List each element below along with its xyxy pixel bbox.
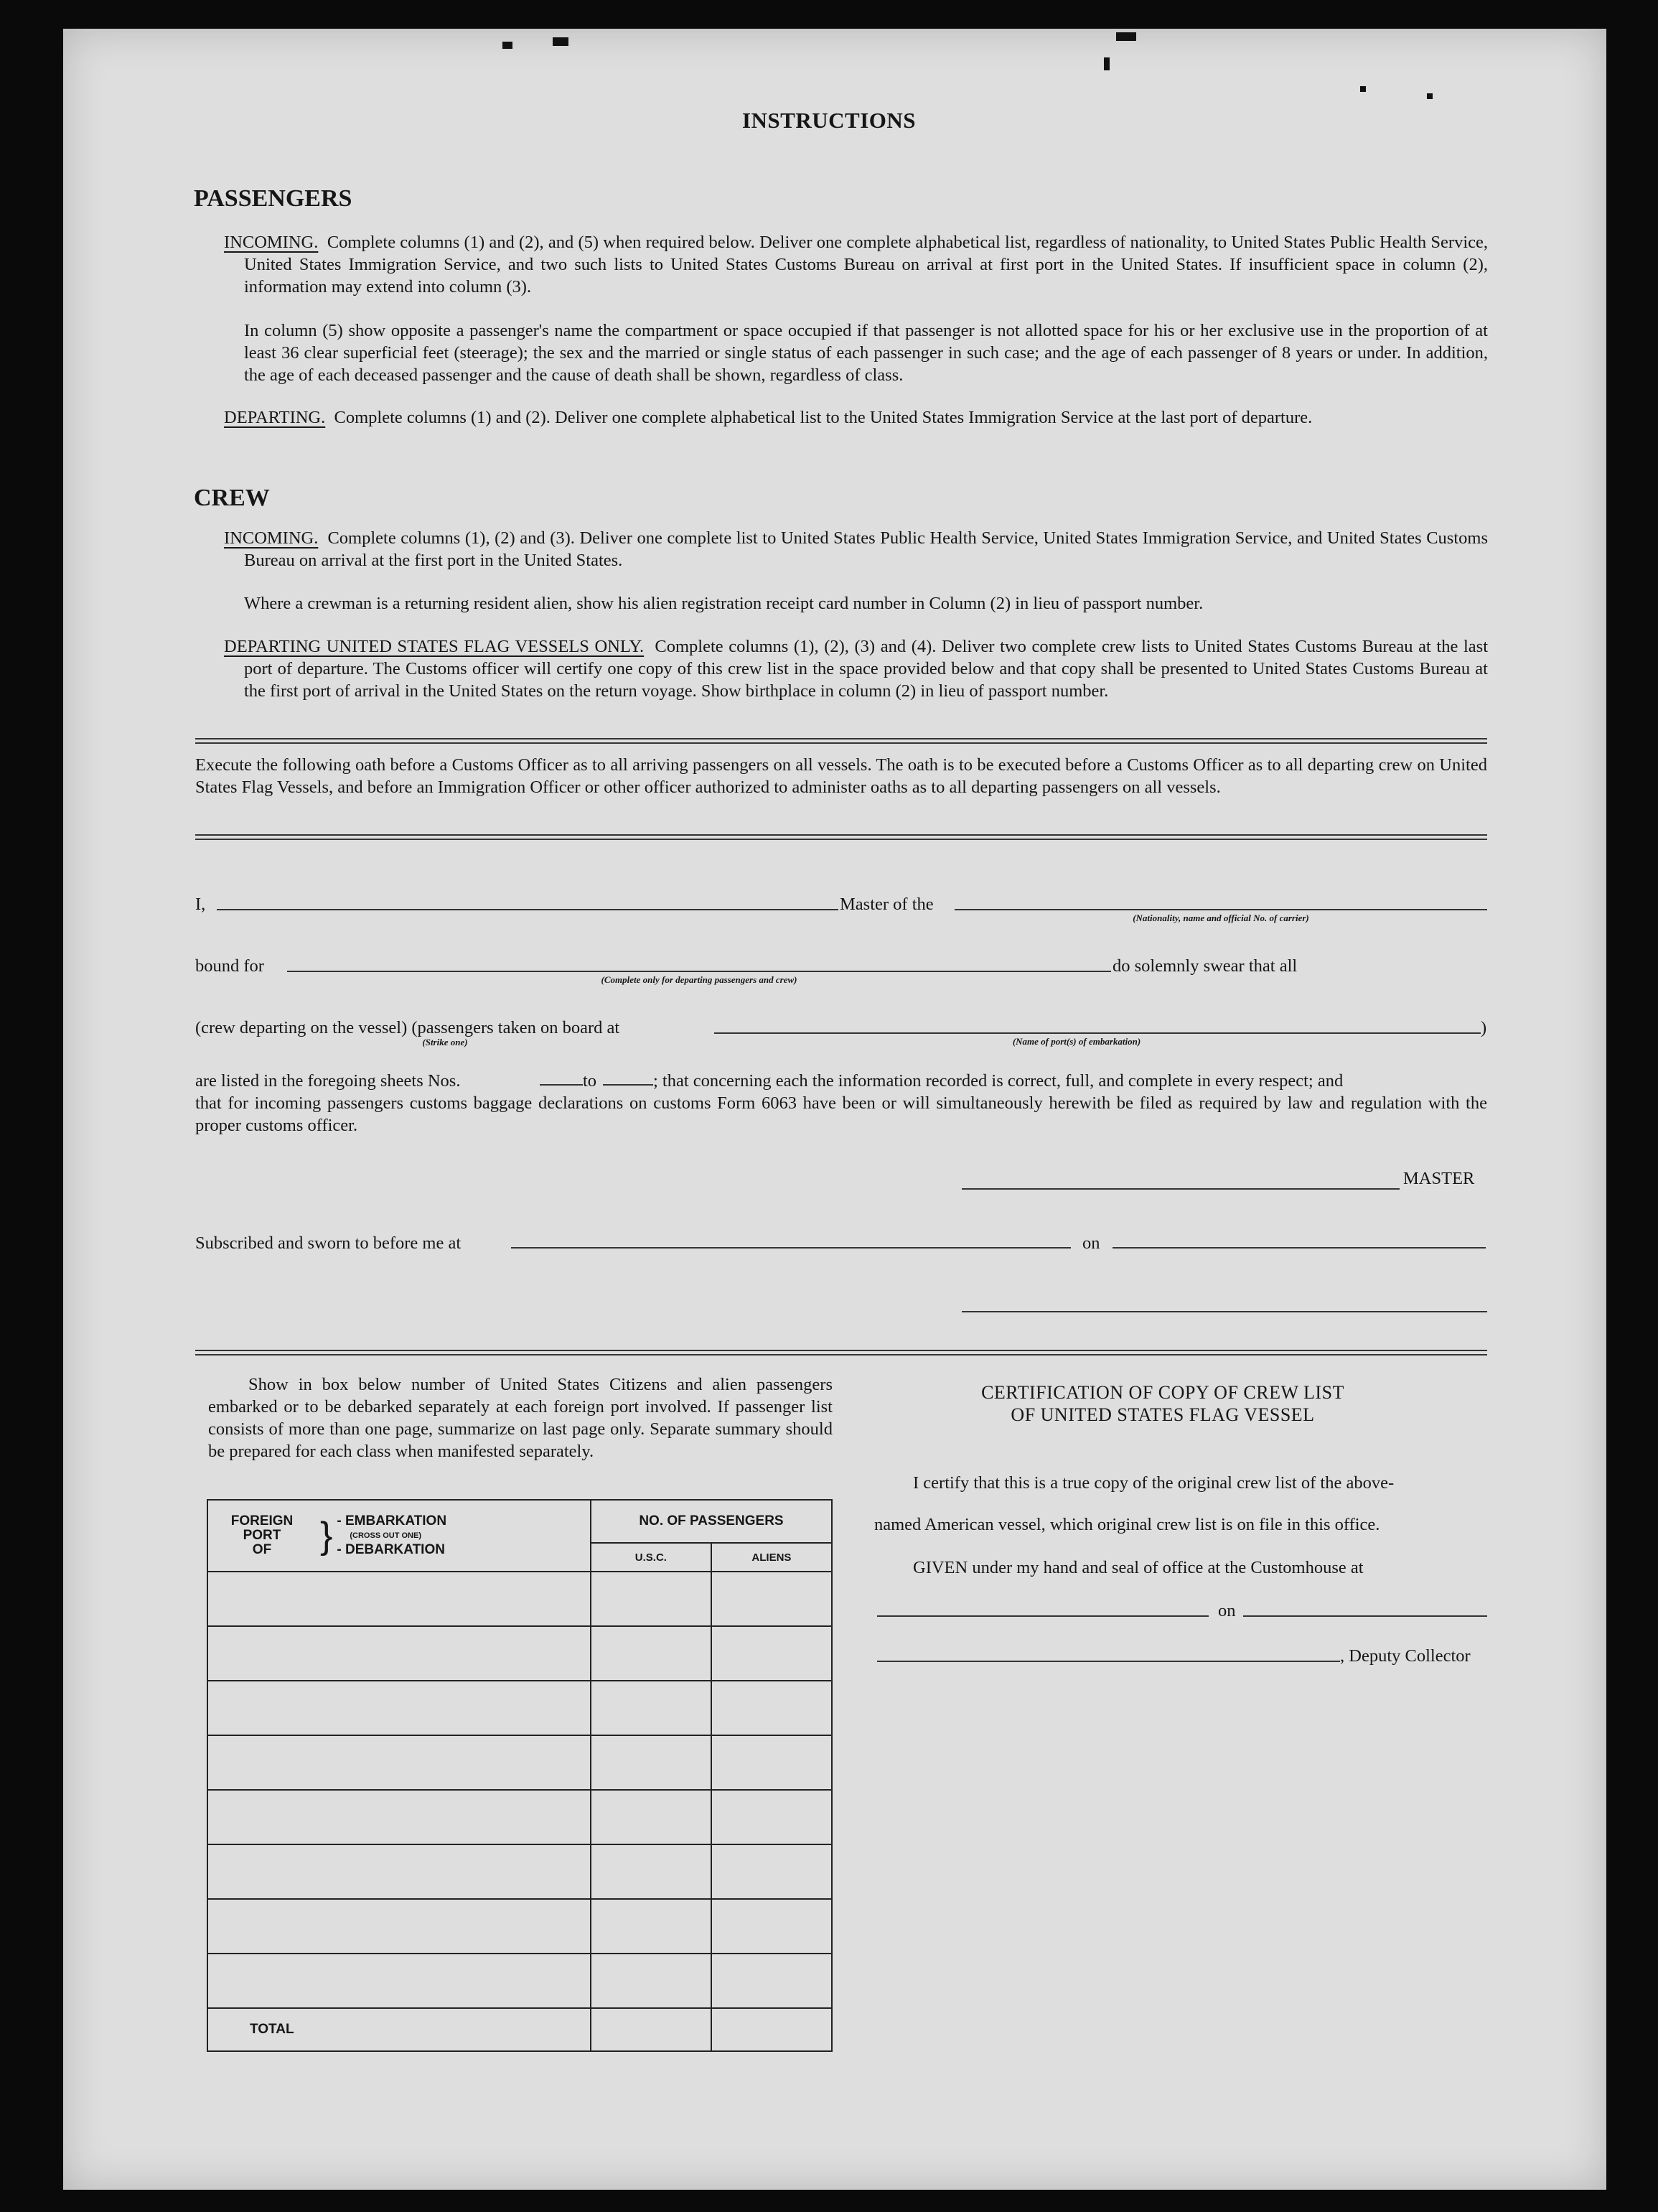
passengers-incoming-text: Complete columns (1) and (2), and (5) when required below. Deliver one complete alphabetical list, regardless of nationality, to United States Public Health Service, United States Immigration Service, and two such lists to United States Customs Bureau on arrival at first port in the United States. If insufficient space in column (2), information may extend into column (3). — [244, 233, 1489, 297]
cross-out-hint: (CROSS OUT ONE) — [350, 1531, 421, 1540]
close-paren: ) — [1481, 1018, 1487, 1037]
listed-correct-text: ; that concerning each the information recorded is correct, full, and complete in every respect; and — [653, 1071, 1344, 1091]
scan-mark — [553, 37, 568, 46]
usc-header: U.S.C. — [591, 1543, 711, 1572]
scan-mark — [1104, 57, 1110, 70]
strike-one-hint: (Strike one) — [422, 1037, 468, 1047]
master-signature-field[interactable] — [962, 1188, 1400, 1190]
listed-sheets-label: are listed in the foregoing sheets Nos. — [195, 1071, 461, 1091]
customhouse-field[interactable] — [877, 1615, 1209, 1617]
oath-instruction: Execute the following oath before a Customs Officer as to all arriving passengers on all vessels. The oath is to be executed before a Customs Officer as to all departing crew on United States Flag Vessels, and before an Immigration Officer or other officer authorized to administer oaths as to all departing passengers on all vessels. — [195, 755, 1487, 797]
oath-divider — [195, 834, 1487, 840]
bound-for-label: bound for — [195, 956, 264, 976]
deputy-collector-signature-field[interactable] — [877, 1661, 1340, 1662]
certify-line1: I certify that this is a true copy of the original crew list of the above- — [913, 1473, 1395, 1493]
summary-divider — [195, 1350, 1487, 1355]
certification-title-line1: CERTIFICATION OF COPY OF CREW LIST — [981, 1382, 1344, 1403]
master-name-field[interactable] — [217, 909, 838, 910]
crew-departing-paragraph — [224, 635, 1488, 702]
summary-row[interactable] — [207, 1572, 832, 1626]
no-passengers-header: NO. OF PASSENGERS — [591, 1500, 832, 1543]
aliens-header: ALIENS — [711, 1543, 832, 1572]
embarkation-port-field[interactable] — [714, 1032, 1481, 1034]
scan-mark — [1427, 93, 1433, 99]
crew-departing-text: (crew departing on the vessel) (passengers taken on board at — [195, 1018, 620, 1037]
crew-departing-label: DEPARTING UNITED STATES FLAG VESSELS ONLY. — [224, 637, 645, 656]
sheet-to-field[interactable] — [603, 1084, 653, 1086]
foreign-label: FOREIGN — [230, 1513, 294, 1529]
scan-mark — [1360, 86, 1366, 92]
passengers-departing-text: Complete columns (1) and (2). Deliver one complete alphabetical list to the United States Immigration Service at the last port of departure. — [334, 408, 1313, 427]
summary-row[interactable] — [207, 1844, 832, 1899]
passengers-departing-paragraph — [224, 406, 1488, 429]
passengers-incoming-paragraph — [224, 231, 1489, 298]
of-label: OF — [252, 1542, 272, 1557]
scan-mark — [502, 42, 512, 49]
total-label: TOTAL — [207, 2008, 591, 2051]
passengers-heading: PASSENGERS — [194, 185, 352, 212]
embarkation-port-hint: (Name of port(s) of embarkation) — [1012, 1036, 1141, 1047]
port-label: PORT — [243, 1528, 281, 1543]
summary-row[interactable] — [207, 1899, 832, 1954]
summary-row[interactable] — [207, 1626, 832, 1681]
summary-row[interactable] — [207, 1735, 832, 1790]
crew-heading: CREW — [194, 485, 270, 511]
passenger-summary-table — [207, 1499, 833, 2052]
officer-signature-field[interactable] — [962, 1311, 1487, 1312]
cert-on-label: on — [1218, 1601, 1236, 1620]
embarkation-option[interactable]: - EMBARKATION — [337, 1513, 447, 1529]
summary-total-row[interactable] — [207, 2008, 832, 2051]
passengers-departing-label: DEPARTING. — [224, 408, 326, 427]
scan-mark — [1116, 32, 1136, 41]
carrier-field[interactable] — [955, 909, 1487, 910]
sworn-on-label: on — [1082, 1233, 1100, 1253]
certification-title — [890, 1381, 1435, 1426]
certify-line2: named American vessel, which original crew list is on file in this office. — [874, 1515, 1380, 1534]
sworn-date-field[interactable] — [1113, 1247, 1486, 1249]
deputy-collector-label: , Deputy Collector — [1340, 1646, 1471, 1666]
section-divider — [195, 738, 1487, 744]
crew-incoming-label: INCOMING. — [224, 528, 319, 548]
listed-baggage-text: that for incoming passengers customs baggage declarations on customs Form 6063 have been or will simultaneously herewith be filed as required by law and regulation with the proper customs officer. — [195, 1093, 1487, 1135]
passengers-column5-paragraph: In column (5) show opposite a passenger's name the compartment or space occupied if that passenger is not allotted space for his or her exclusive use in the proportion of at least 36 clear superficial feet (steerage); the sex and the married or single status of each passenger in such case; and the age of each passenger of 8 years or under. In addition, the age of each deceased passenger and the cause of death shall be shown, regardless of class. — [244, 321, 1488, 385]
crew-incoming-text: Complete columns (1), (2) and (3). Deliver one complete list to United States Public Health Service, United States Immigration Service, and United States Customs Bureau on arrival at the first port in the United States. — [244, 528, 1488, 570]
debarkation-option[interactable]: - DEBARKATION — [337, 1542, 445, 1557]
subscribed-label: Subscribed and sworn to before me at — [195, 1233, 462, 1253]
crew-incoming-paragraph — [224, 527, 1488, 571]
oath-i-label: I, — [195, 895, 206, 914]
summary-row[interactable] — [207, 1954, 832, 2008]
master-label: MASTER — [1403, 1169, 1475, 1188]
cert-date-field[interactable] — [1243, 1615, 1487, 1617]
oath-master-of-label: Master of the — [840, 895, 934, 914]
summary-row[interactable] — [207, 1790, 832, 1844]
sheet-from-field[interactable] — [540, 1084, 583, 1086]
foreign-port-header: FOREIGN PORT OF } - EMBARKATION (CROSS OUT ONE) - DEBARKATION — [207, 1500, 591, 1572]
bound-for-field[interactable] — [287, 971, 1111, 972]
bound-for-hint: (Complete only for departing passengers and crew) — [601, 974, 797, 985]
summary-row[interactable] — [207, 1681, 832, 1735]
swear-text: do solemnly swear that all — [1113, 956, 1298, 976]
carrier-hint: (Nationality, name and official No. of carrier) — [1133, 913, 1309, 923]
page-title: INSTRUCTIONS — [741, 108, 916, 133]
summary-instruction: Show in box below number of United States Citizens and alien passengers embarked or to be debarked separately at each foreign port involved. If passenger list consists of more than one page, summarize on last page only. Separate summary should be prepared for each class when manifested separately. — [208, 1375, 833, 1461]
crew-alien-paragraph: Where a crewman is a returning resident alien, show his alien registration receipt card number in Column (2) in lieu of passport number. — [244, 594, 1204, 613]
passengers-incoming-label: INCOMING. — [224, 233, 319, 252]
certification-title-line2: OF UNITED STATES FLAG VESSEL — [1011, 1404, 1315, 1425]
crew-departing-text: Complete columns (1), (2), (3) and (4). Deliver two complete crew lists to United States Customs Bureau at the last port of departure. The Customs officer will certify one copy of this crew list in the space provided below and that copy shall be presented to United States Customs Bureau at the first port of arrival in the United States on the return voyage. Show birthplace in column (2) in lieu of passport number. — [244, 637, 1488, 701]
listed-to-label: to — [583, 1071, 597, 1091]
given-text: GIVEN under my hand and seal of office at the Customhouse at — [913, 1558, 1364, 1577]
sworn-place-field[interactable] — [511, 1247, 1071, 1249]
